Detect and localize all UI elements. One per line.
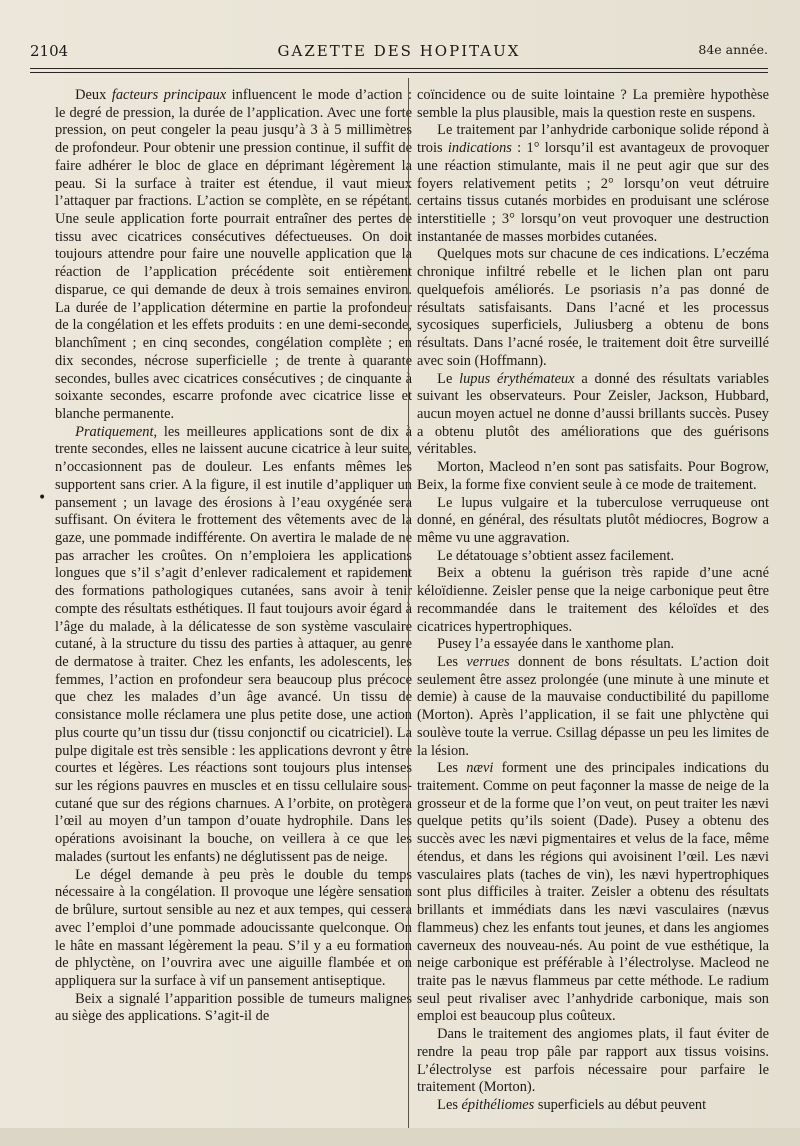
page-header	[30, 42, 768, 64]
paragraph-text: coïncidence ou de suite lointaine ? La première hypothèse semble la plus plausible, mais la question reste en suspens.	[417, 87, 769, 121]
paragraph	[417, 565, 769, 636]
paragraph-text: Dans le traitement des angiomes plats, il faut éviter de rendre la peau trop pâle par rapport aux tissus voisins. L’électrolyse est parfois nécessaire pour parfaire le traitement (Morton).	[417, 1026, 769, 1096]
paragraph	[417, 495, 769, 548]
paragraph	[55, 424, 412, 867]
paragraph-text: Le traitement par l’anhydride carbonique solide répond à trois	[417, 122, 769, 157]
paragraph	[417, 654, 769, 760]
left-column	[55, 87, 412, 1127]
paragraph	[55, 87, 412, 424]
italic-term: nævi	[466, 760, 494, 777]
paragraph-text: Le dégel demande à peu près le double du temps nécessaire à la congélation. Il provoque une légère sensation de brûlure, surtout sensible au nez et aux tempes, qui cessera avec l’emploi d’une pommade adoucissante quelconque. On le hâte en massant légèrement la peau. S’il y a eu formation de phlyctène, on l’ouvrira avec une aiguille flambée et on appliquera sur la surface à vif un pansement antiseptique.	[55, 866, 412, 989]
paragraph	[417, 636, 769, 654]
paragraph	[417, 548, 769, 566]
italic-term: épithéliomes	[461, 1096, 535, 1113]
paragraph	[417, 87, 769, 122]
italic-term: indications	[447, 140, 512, 157]
journal-title: GAZETTE DES HOPITAUX	[277, 42, 521, 60]
paragraph-text: , les meilleures applications sont de dix à trente secondes, elles ne laissent aucune cicatrice à leur suite, n’occasionnent pas de douleur. Les enfants mêmes les supportent sans crier. A la figure, il est inutile d’appliquer un pansement ; un lavage des érosions à l’eau oxygénée sera suffisant. On évitera le frottement des vêtements avec de la gaze, une pommade indifférente. On avertira le malade de ne pas arracher les croûtes. On n’emploiera les applications longues que s’il s’agit d’enlever radicalement et rapidement des formations pathologiques cutanées, sans avoir à tenir compte des résultats esthétiques. Il faut toujours avoir égard à l’âge du malade, à la délicatesse de son système vasculaire cutané, à la structure du tissu des parties à attaquer, au genre de dermatose à traiter. Chez les enfants, les adolescents, les femmes, l’action en profondeur sera beaucoup plus précoce que chez les malades d’un âge avancé. Un tissu de consistance molle réclamera une plus petite dose, une action plus courte qu’un tissu dur (tissu conjonctif ou cicatriciel). La pulpe digitale est très sensible : les applications devront y être courtes et légères. Les réactions sont toujours plus intenses sur les régions pauvres en muscles et en tissu cellulaire sous-cutané que sur des régions charnues. A l’orbite, on protègera l’œil au moyen d’un tampon d’ouate hydrophile. Dans les opérations avoisinant la bouche, on veillera à ce que les malades (surtout les enfants) ne déglutissent pas de neige.	[55, 423, 412, 865]
paragraph-text: forment une des principales indications du traitement. Comme on peut façonner la masse de neige de la grosseur et de la forme que l’on veut, on peut traiter les nævi quelque petits qu’ils soient (Dade). Pusey a obtenu des succès avec les nævi pigmentaires et velus de la face, même étendus, et dans les régions qui avoisinent l’œil. Les nævi vasculaires plats (taches de vin), les nævi hypertrophiques sont plus difficiles à traiter. Zeisler a obtenu des résultats brillants et immédiats dans les nævi vasculaires (nævus flammeus) chez les enfants tout jeunes, et dans les angiomes caverneux des nouveau-nés. Au point de vue esthétique, la neige carbonique est préférable à l’électrolyse. Macleod ne traite pas le nævus flammeus par cette méthode. Le radium seul peut rivaliser avec l’anhydride carbonique, mais son emploi est beaucoup plus coûteux.	[417, 760, 769, 1025]
paragraph-text: Le lupus vulgaire et la tuberculose verruqueuse ont donné, en général, des résultats plutôt médiocres, Bogrow a même vu une aggravation.	[417, 494, 769, 546]
year-label: 84e année.	[698, 42, 768, 57]
paragraph-text: a donné des résultats variables suivant les observateurs. Pour Zeisler, Jackson, Hubbard, aucun moyen actuel ne donne d’aussi brillants succès. Pusey a obtenu plutôt des améliorations que des guérisons véritables.	[417, 370, 769, 458]
paragraph-text: Morton, Macleod n’en sont pas satisfaits. Pour Bogrow, Beix, la forme fixe convient seule à ce mode de traitement.	[417, 459, 769, 493]
column-divider	[408, 78, 409, 1128]
italic-term: Pratiquement	[75, 423, 154, 440]
header-rule-thick	[30, 68, 768, 69]
paragraph	[55, 991, 412, 1026]
paragraph	[417, 1097, 769, 1115]
paragraph-text: influencent le mode d’action : le degré de pression, la durée de l’application. Avec une forte pression, on peut congeler la peau jusqu’à 3 à 5 millimètres de profondeur. Pour obtenir une pression continue, il suffit de faire adhérer le bloc de glace en déprimant légèrement la peau. Si la surface à traiter est étendue, il vaut mieux l’attaquer par fractions. L’action se complète, en se répétant. Une seule application forte pourrait entraîner des pertes de tissu avec cicatrices consécutives défectueuses. On doit toujours attendre pour faire une nouvelle application que la réaction de l’application précédente soit entièrement disparue, ce qui demande de deux à trois semaines environ. La durée de l’application détermine en partie la profondeur de la congélation et les effets produits : en une demi-seconde, blanchîment ; en cinq secondes, congélation complète ; en dix secondes, nécrose superficielle ; de trente à quarante secondes, bulles avec cicatrices consécutives ; de cinquante à soixante secondes, escarre profonde avec cicatrice lisse et blanche permanente.	[55, 87, 412, 422]
paragraph-text: Le	[437, 370, 460, 387]
right-column	[417, 87, 769, 1127]
italic-term: verrues	[466, 654, 510, 670]
paragraph-text: donnent de bons résultats. L’action doit seulement être assez prolongée (une minute à une minute et demie) à cause de la mauvaise conductibilité du papillome (Morton). Après l’application, il se fait une phlyctène qui soulève toute la verrue. Csillag dépasse un peu les limites de la lésion.	[417, 654, 769, 759]
paragraph	[417, 459, 769, 494]
paragraph-text: Le détatouage s’obtient assez facilement.	[437, 547, 675, 564]
paragraph-text: Deux	[75, 87, 112, 103]
page-number: 2104	[30, 42, 69, 60]
paragraph-text: : 1° lorsqu’il est avantageux de provoquer une réaction stimulante, mais il ne peut agir que sur des foyers relativement petits ; 2° lorsqu’on veut détruire certains tissus cutanés morbides en produisant une sclérose interstitielle ; 3° lorsqu’on veut provoquer une destruction instantanée de masses morbides cutanées.	[417, 140, 769, 245]
paragraph-text: Quelques mots sur chacune de ces indications. L’eczéma chronique infiltré rebelle et le lichen plan ont paru quelquefois améliorés. Le psoriasis n’a pas donné de résultats satisfaisants. Dans l’acné et les processus sycosiques superficiels, Juliusberg a obtenu de bons résultats. Dans l’acné rosée, le traitement doit être surveillé avec soin (Hoffmann).	[417, 246, 769, 369]
paragraph-text: Beix a obtenu la guérison très rapide d’une acné kéloïdienne. Zeisler pense que la neige carbonique peut être recommandée dans le traitement des kéloïdes et des cicatrices hypertrophiques.	[417, 565, 769, 635]
header-rule-thin	[30, 72, 768, 73]
paragraph	[55, 867, 412, 991]
paragraph-text: Les	[437, 760, 467, 777]
paragraph	[417, 371, 769, 460]
paragraph-text: Les	[437, 654, 467, 670]
paragraph-text: Les	[437, 1096, 462, 1113]
paragraph-text: superficiels au début peuvent	[534, 1096, 707, 1113]
paragraph-text: Beix a signalé l’apparition possible de tumeurs malignes au siège des applications. S’agit-il de	[55, 990, 412, 1025]
paragraph	[417, 122, 769, 246]
paragraph	[417, 246, 769, 370]
paragraph-text: Pusey l’a essayée dans le xanthome plan.	[437, 636, 675, 653]
page-bottom-edge	[0, 1128, 800, 1146]
paragraph	[417, 1026, 769, 1097]
italic-term: facteurs principaux	[111, 87, 227, 103]
margin-dot: •	[38, 490, 47, 506]
paragraph	[417, 760, 769, 1026]
italic-term: lupus érythémateux	[459, 370, 575, 387]
